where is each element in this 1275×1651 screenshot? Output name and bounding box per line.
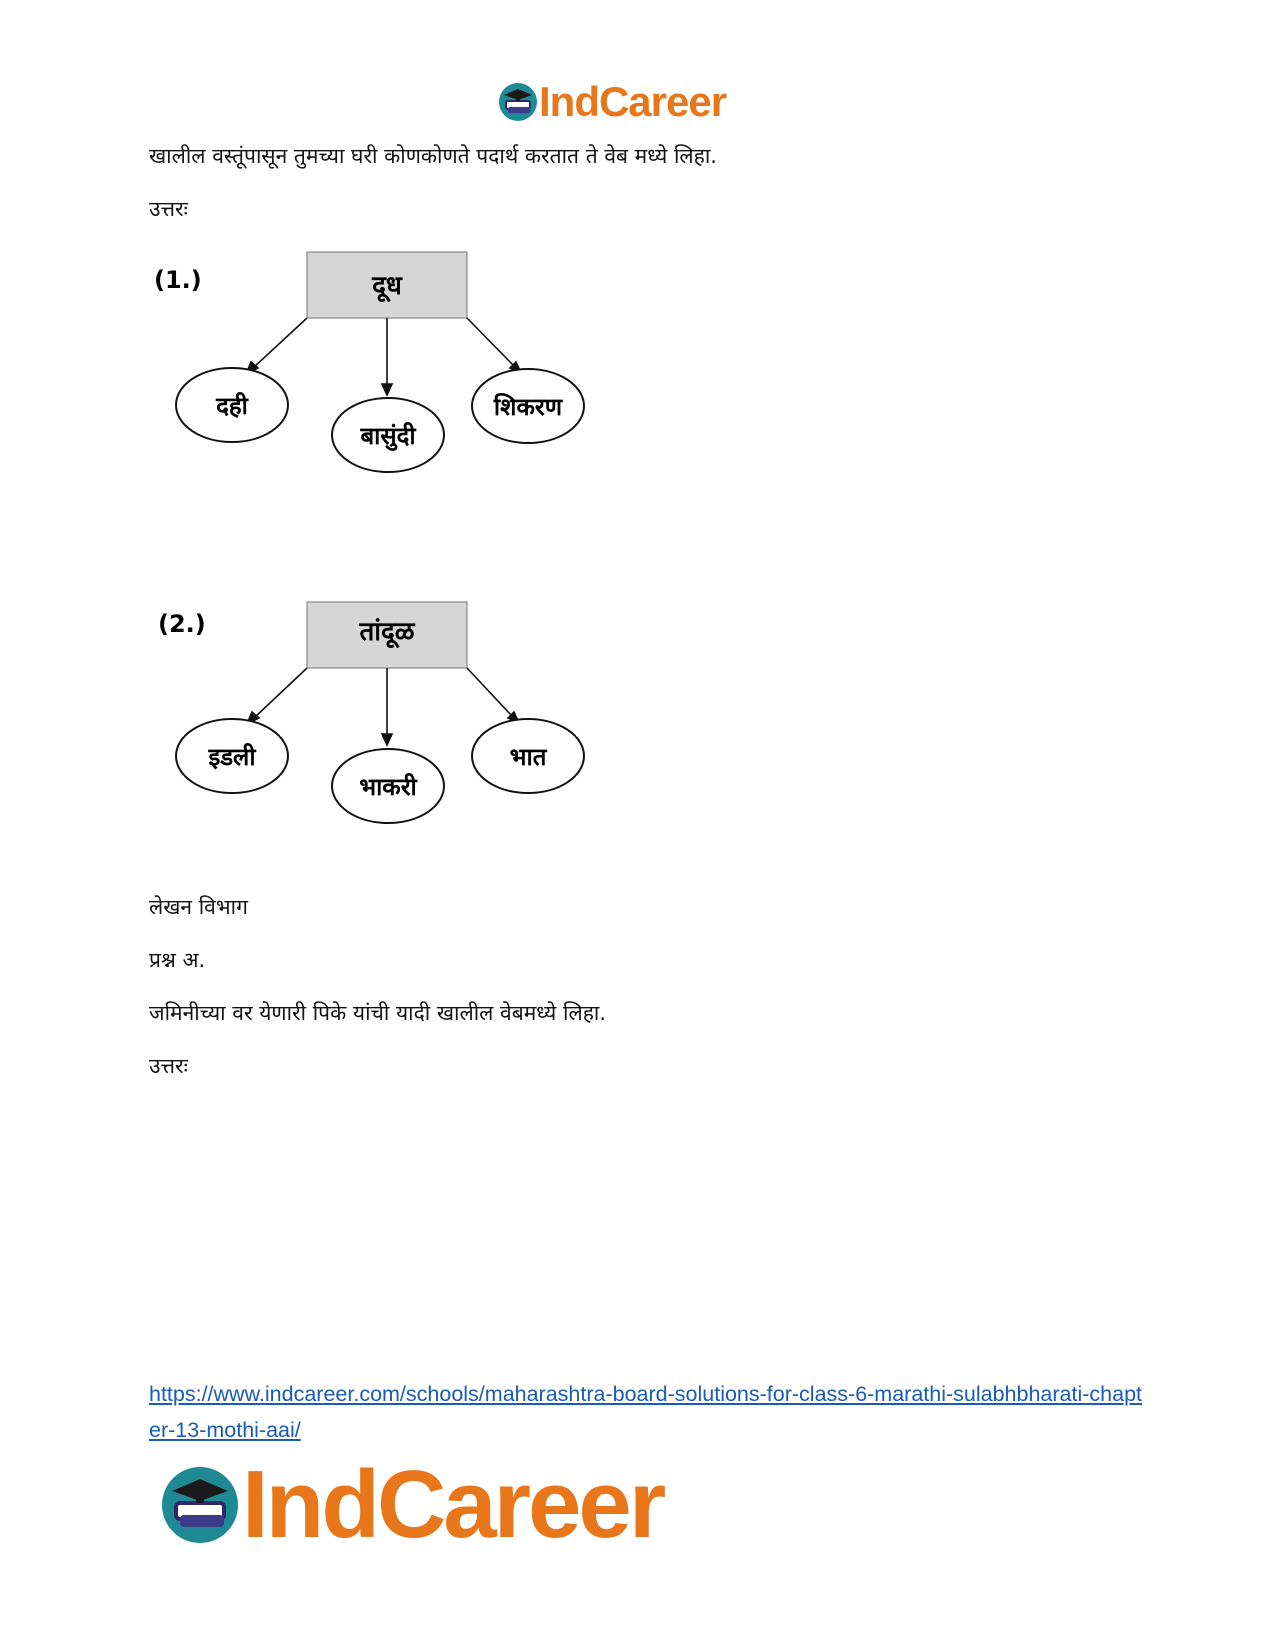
child-label: भात [509, 743, 547, 771]
root-label: दूध [372, 271, 402, 301]
question-2-text: जमिनीच्या वर येणारी पिके यांची यादी खालील वेबमध्ये लिहा. [149, 1001, 606, 1025]
graduate-book-icon [497, 81, 539, 123]
child-label: बासुंदी [360, 422, 416, 450]
logo-wordmark: IndCareer [242, 1451, 664, 1558]
root-label: तांदूळ [359, 617, 415, 647]
question-label: प्रश्न अ. [149, 948, 206, 972]
answer-label-1: उत्तरः [149, 197, 188, 221]
logo-wordmark: IndCareer [539, 78, 727, 125]
source-link[interactable]: https://www.indcareer.com/schools/maharashtra-board-solutions-for-class-6-marathi-sulabhbharati-chapter-13-mothi-aai/ [149, 1382, 1143, 1442]
child-label: भाकरी [359, 773, 417, 801]
question-1-text: खालील वस्तूंपासून तुमच्या घरी कोणकोणते पदार्थ करतात ते वेब मध्ये लिहा. [149, 144, 717, 168]
brand-logo-bottom [158, 1450, 663, 1560]
diagram-number: (1.) [154, 266, 202, 294]
graduate-book-icon [158, 1463, 242, 1547]
web-diagram-1 [150, 250, 630, 510]
diagram-number: (2.) [158, 610, 206, 638]
section-title: लेखन विभाग [149, 895, 248, 919]
child-label: शिकरण [493, 393, 563, 421]
web-diagram-2 [150, 600, 630, 860]
brand-logo-top [497, 78, 726, 126]
child-label: इडली [208, 743, 256, 771]
child-label: दही [216, 392, 248, 420]
answer-label-2: उत्तरः [149, 1054, 188, 1078]
